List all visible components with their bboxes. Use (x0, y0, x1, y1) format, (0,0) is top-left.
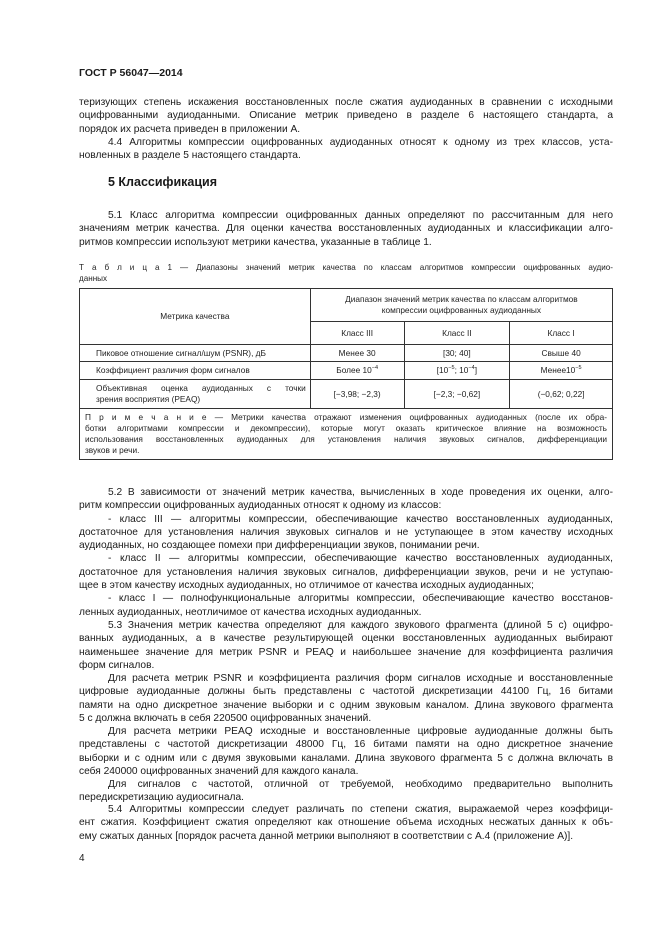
paragraph-4-4 (79, 136, 613, 163)
value-text: [10 (436, 365, 449, 375)
text-line: ент сжатия. Коэффициент сжатия определяют как отношение объема исходных несжатых данных к объ- (79, 817, 613, 829)
note-line: звуков и речи. (85, 445, 140, 455)
column-header-class-2: Класс II (404, 322, 510, 345)
text-line: 5.2 В зависимости от значений метрик качества, вычисленных в ходе проведения их оценки, алго- (108, 487, 613, 498)
text-line: 4.4 Алгоритмы компрессии оцифрованных аудиоданных относят к одному из трех классов, уста- (108, 137, 613, 148)
text-line: значениям метрик качества. Для оценки качества восстановленных аудиоданных и классификации алго- (79, 223, 613, 235)
text-line: 5.1 Класс алгоритма компрессии оцифрованных данных определяют по рассчитанным для него (108, 210, 613, 221)
table-row (80, 380, 613, 409)
class-1-value: (−0,62; 0,22] (510, 380, 613, 409)
text-line: представлены с частотой дискретизации 48000 Гц, 16 битами памяти на одно дискретное значение (79, 739, 613, 751)
text-line: аудиоданных, но создающее помехи при дифференциации звуков, понимании речи. (79, 540, 480, 552)
text-line: ленных аудиоданных, неотличимое от качества исходных аудиоданных. (79, 606, 422, 618)
note-line: использования восстановленных аудиоданных для установления наличия звуковых сигналов, дифференциации (85, 434, 607, 444)
text-line: - класс I — полнофункциональные алгоритмы компрессии, обеспечивающие качество восстанов- (108, 593, 613, 605)
class-3-value: Менее 30 (310, 345, 404, 362)
paragraph-resampling (79, 778, 613, 805)
text-line: форм сигналов. (79, 659, 155, 671)
paragraph-5-3 (79, 619, 613, 672)
paragraph-5-4 (79, 803, 613, 843)
text-line: новленных в разделе 5 настоящего стандарта. (79, 150, 301, 162)
page-number: 4 (79, 853, 85, 864)
document-header: ГОСТ Р 56047—2014 (79, 67, 183, 79)
value-text: Более 10 (336, 365, 372, 375)
table-note (80, 409, 613, 460)
paragraph-psnr (79, 672, 613, 725)
text-line: себя 240000 оцифрованных значений для каждого канала. (79, 765, 359, 777)
column-header-metric: Метрика качества (80, 289, 311, 345)
text-line: 5.4 Алгоритмы компрессии следует различать по степени сжатия, выражаемой через коэффици- (108, 804, 613, 815)
table-row (80, 362, 613, 380)
text-line: достаточное для установления наличия звуковых сигналов, дифференциации звуков, речи и не уступаю- (79, 566, 613, 578)
paragraph-5-2 (79, 486, 613, 619)
metrics-table (79, 288, 613, 460)
text-line: порядок их расчета приведен в приложении А. (79, 123, 301, 135)
table-note-row (80, 409, 613, 460)
class-1-value (510, 362, 613, 380)
header-line: компрессии оцифрованных аудиоданных (381, 305, 542, 315)
metric-name: Коэффициент различия форм сигналов (80, 362, 311, 380)
text-line: 5.3 Значения метрик качества определяют для каждого звукового фрагмента (длиной 5 с) оцифро- (108, 620, 613, 631)
text-line: - класс III — алгоритмы компрессии, обеспечивающие качество восстановленных аудиоданных, (108, 513, 613, 525)
paragraph-peaq (79, 725, 613, 778)
text-line: ритмов компрессии используют метрики качества, указанные в таблице 1. (79, 236, 432, 248)
text-line: - класс II — алгоритмы компрессии, обеспечивающие качество восстановленных аудиоданных, (108, 553, 613, 565)
text-line: оцифрованными аудиоданными. Описание метрик приведено в разделе 6 настоящего стандарта, а (79, 110, 613, 122)
text-line: теризующих степень искажения восстановленных после сжатия аудиоданных в сравнении с исходными (79, 97, 613, 108)
text-line: 5 с должна включать в себя 220500 оцифрованных значений. (79, 712, 372, 724)
header-line: Диапазон значений метрик качества по классам алгоритмов (345, 294, 578, 304)
text-line: Объективная оценка аудиоданных с точки (96, 383, 306, 393)
value-text: ] (474, 365, 477, 375)
class-2-value (404, 362, 510, 380)
column-header-range-group (310, 289, 612, 322)
class-2-value: [30; 40] (404, 345, 510, 362)
text-line: достаточное для установления наличия звуковых сигналов и не уступающее в этом качеству исходных (79, 526, 613, 538)
class-2-value: [−2,3; −0,62] (404, 380, 510, 409)
paragraph-5-1 (79, 209, 613, 249)
class-3-value (310, 362, 404, 380)
text-line: ванных аудиоданных, а в качестве результирующей оценки восстановленных аудиоданных выбирают (79, 633, 613, 645)
exponent: −5 (448, 365, 455, 372)
text-line: щее в этом качеству исходных аудиоданных, но отличимое от качества исходных аудиоданных; (79, 580, 534, 592)
column-header-class-1: Класс I (510, 322, 613, 345)
text-line: памяти на одно дискретное значение выборки и с одним звуковым каналом. Длина звукового фрагмента (79, 699, 613, 711)
table-caption (79, 262, 613, 284)
metric-name: Пиковое отношение сигнал/шум (PSNR), дБ (80, 345, 311, 362)
class-1-value: Свыше 40 (510, 345, 613, 362)
text-line: зрения восприятия (PEAQ) (96, 394, 201, 404)
value-text: ; 10 (454, 365, 469, 375)
exponent: −4 (468, 365, 475, 372)
text-line: ритм компрессии оцифрованных аудиоданных относят к одному из классов: (79, 500, 442, 512)
text-line: передискретизацию аудиосигнала. (79, 792, 244, 804)
text-line: Для расчета метрик PSNR и коэффициента различия форм сигналов исходные и восстановленные (108, 673, 613, 684)
column-header-class-3: Класс III (310, 322, 404, 345)
class-3-value: [−3,98; −2,3) (310, 380, 404, 409)
text-line: цифровые аудиоданные должны быть представлены с частотой дискретизации 44100 Гц, 16 битами (79, 686, 613, 698)
caption-line: данных (79, 274, 108, 283)
note-line: ботки алгоритмами компрессии и декомпрессии), которые могут оказать критическое влияние на возможность (85, 423, 607, 433)
metric-name (80, 380, 311, 409)
exponent: −5 (575, 365, 582, 372)
caption-line: Т а б л и ц а 1 — Диапазоны значений метрик качества по классам алгоритмов компрессии оцифрованных аудио- (79, 263, 613, 272)
text-line: наименьшее значение для метрик PSNR и PEAQ и наибольшее значение для коэффициента различия (79, 646, 613, 658)
paragraph-intro-continuation (79, 96, 613, 136)
value-text: Менее10 (540, 365, 576, 375)
table-row (80, 345, 613, 362)
text-line: Для сигналов с частотой, отличной от требуемой, необходимо предварительно выполнить (108, 779, 613, 790)
section-heading-classification: 5 Классификация (108, 175, 218, 189)
exponent: −4 (371, 365, 379, 372)
text-line: Для расчета метрики PEAQ исходные и восстановленные цифровые аудиоданные должны быть (108, 726, 613, 737)
text-line: выборки и с одним или с двумя звуковыми каналами. Длина звукового фрагмента 5 с должна включать в (79, 752, 613, 764)
text-line: ему сжатых данных [порядок расчета данной метрики выполняют в соответствии с А.4 (приложение А)]. (79, 830, 574, 842)
note-line: П р и м е ч а н и е — Метрики качества отражают изменения оцифрованных аудиоданных (после их обра- (85, 412, 607, 422)
